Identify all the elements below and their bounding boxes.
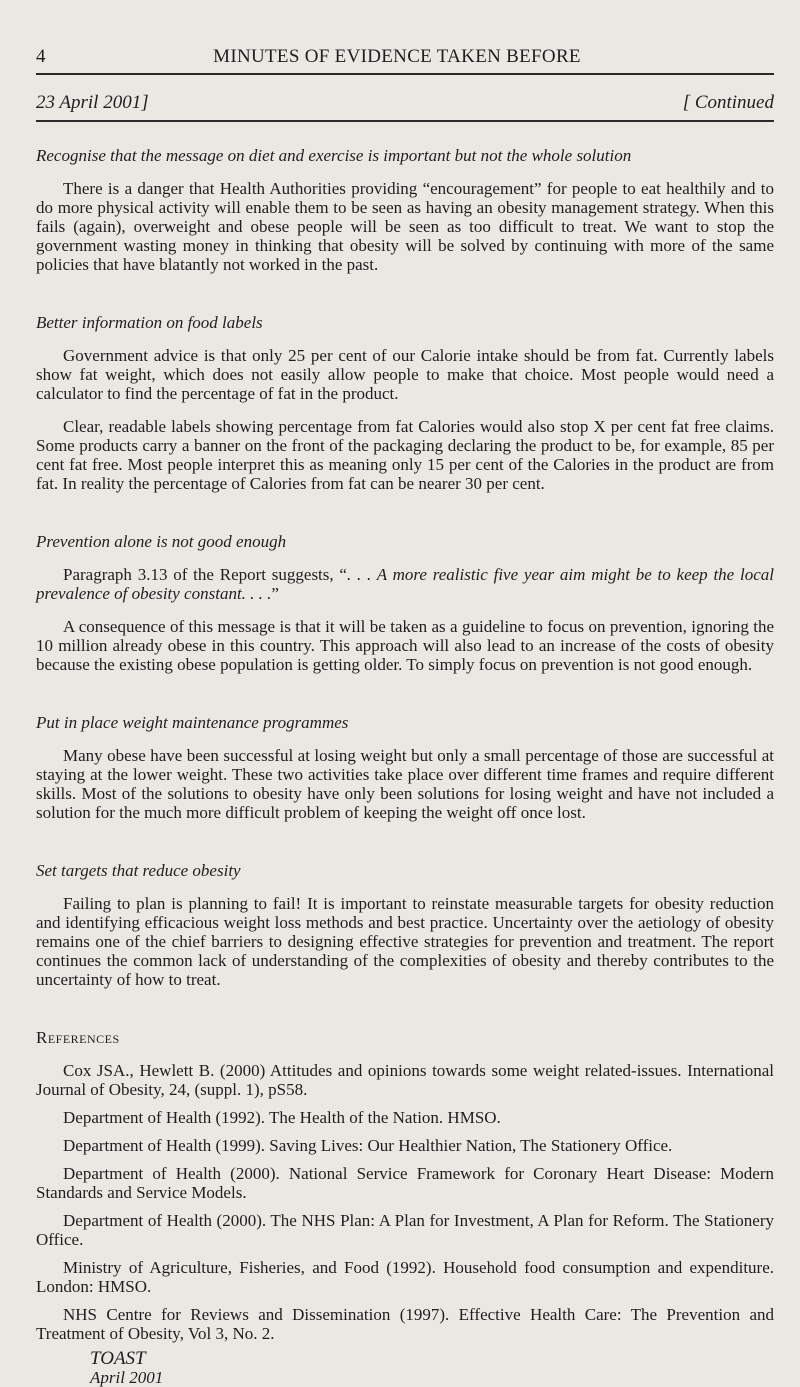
sitting-date: 23 April 2001] [36, 92, 149, 113]
reference-item: Department of Health (1992). The Health of the Nation. HMSO. [63, 1108, 501, 1127]
paragraph: Government advice is that only 25 per cent of our Calorie intake should be from fat. Currently labels show fat weight, which does not easily allow people to make that choice. Most people would need a calculator to find the percentage of fat in the product. [36, 346, 774, 403]
section-heading-labels: Better information on food labels [36, 313, 263, 332]
running-title: MINUTES OF EVIDENCE TAKEN BEFORE [213, 46, 581, 67]
quote-paragraph [36, 565, 774, 603]
running-header [36, 46, 774, 68]
paragraph: There is a danger that Health Authorities providing “encouragement” for people to eat healthily and to do more physical activity will enable them to be seen as having an obesity management strategy. When this fails (again), overweight and obese people will be seen as too difficult to treat. We want to stop the government wasting money in thinking that obesity will be solved by continuing with more of the same policies that have blatantly not worked in the past. [36, 179, 774, 274]
reference-item: NHS Centre for Reviews and Dissemination (1997). Effective Health Care: The Prevention and Treatment of Obesity, Vol 3, No. 2. [36, 1305, 774, 1343]
continued-label: [ Continued [682, 92, 774, 113]
reference-item: Cox JSA., Hewlett B. (2000) Attitudes and opinions towards some weight related-issues. International Journal of Obesity, 24, (suppl. 1), pS58. [36, 1061, 774, 1099]
signature-date: April 2001 [90, 1368, 164, 1387]
paragraph: Many obese have been successful at losing weight but only a small percentage of those are successful at staying at the lower weight. These two activities take place over different time frames and require different skills. Most of the solutions to obesity have only been solutions for losing weight and have not included a solution for the much more difficult problem of keeping the weight off once lost. [36, 746, 774, 822]
paragraph: Failing to plan is planning to fail! It is important to reinstate measurable targets for obesity reduction and identifying efficacious weight loss methods and best practice. Uncertainty over the aetiology of obesity remains one of the chief barriers to designing effective strategies for prevention and treatment. The report continues the common lack of understanding of the complexities of obesity and thereby contributes to the uncertainty of how to treat. [36, 894, 774, 989]
reference-item: Department of Health (1999). Saving Lives: Our Healthier Nation, The Stationery Office. [63, 1136, 673, 1155]
quote-text: . . . A more realistic five year aim might be to keep the local prevalence of obesity constant. . . . [36, 565, 774, 603]
signatory-name: TOAST [90, 1348, 146, 1369]
quote-intro: Paragraph 3.13 of the Report suggests, “ [63, 565, 347, 584]
paragraph: Clear, readable labels showing percentage from fat Calories would also stop X per cent fat free claims. Some products carry a banner on the front of the packaging declaring the product to be, for example, 85 per cent fat free. Most people interpret this as meaning only 15 per cent of the Calories in the product are from fat. In reality the percentage of Calories from fat can be nearer 30 per cent. [36, 417, 774, 493]
header-rule-bottom [36, 120, 774, 122]
date-line [36, 92, 774, 114]
quote-close: ” [271, 584, 279, 603]
body-text [36, 146, 774, 1387]
reference-item: Department of Health (2000). National Service Framework for Coronary Heart Disease: Modern Standards and Service Models. [36, 1164, 774, 1202]
reference-item: Ministry of Agriculture, Fisheries, and Food (1992). Household food consumption and expenditure. London: HMSO. [36, 1258, 774, 1296]
section-heading-prevention: Prevention alone is not good enough [36, 532, 287, 551]
references-heading: References [36, 1028, 120, 1047]
page-number: 4 [36, 46, 46, 67]
header-rule-top [36, 73, 774, 75]
section-heading-maintenance: Put in place weight maintenance programmes [36, 713, 349, 732]
reference-item: Department of Health (2000). The NHS Plan: A Plan for Investment, A Plan for Reform. The Stationery Office. [36, 1211, 774, 1249]
paragraph: A consequence of this message is that it will be taken as a guideline to focus on prevention, ignoring the 10 million already obese in this country. This approach will also lead to an increase of the costs of obesity because the existing obese population is getting older. To simply focus on prevention is not good enough. [36, 617, 774, 674]
section-heading-diet: Recognise that the message on diet and exercise is important but not the whole solution [36, 146, 632, 165]
section-heading-targets: Set targets that reduce obesity [36, 861, 241, 880]
